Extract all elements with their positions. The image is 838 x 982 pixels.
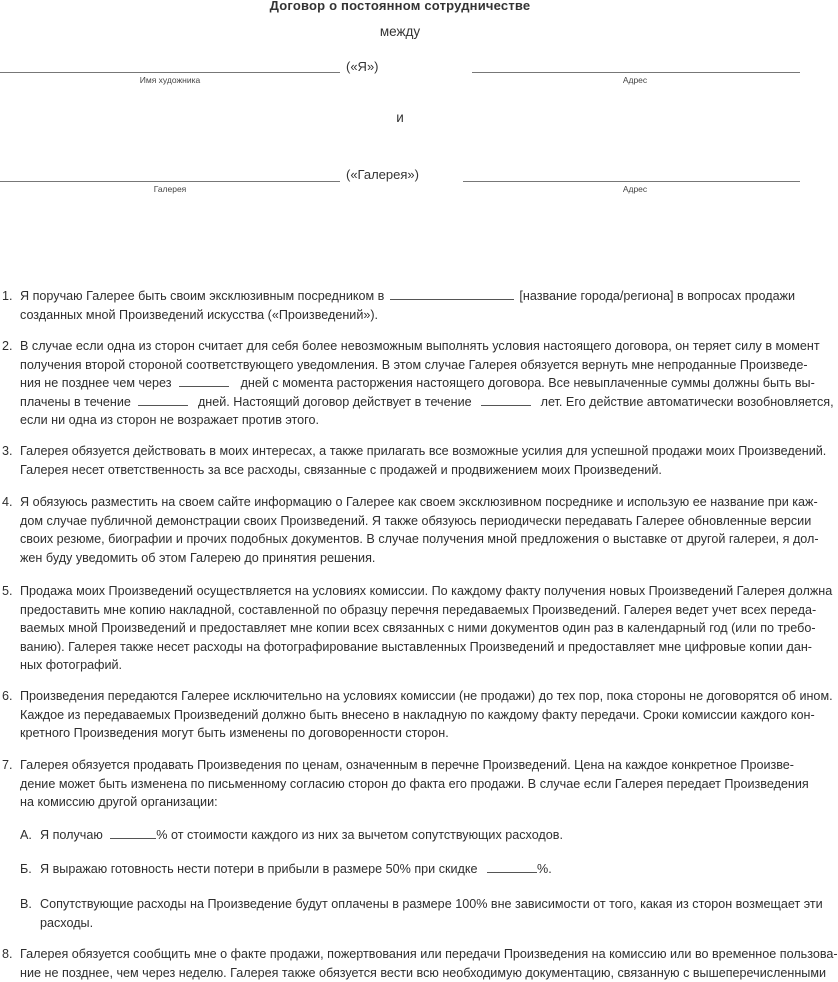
- percent-share-blank: [110, 826, 156, 839]
- subitem-b: [40, 860, 800, 879]
- clause-1-text-b: [название города/региона] в вопросах продажи: [519, 289, 796, 303]
- clause-8-number: 8.: [2, 947, 13, 961]
- clause-2-line-4a: плачены в течение: [20, 394, 131, 409]
- clause-2-line-3b: дней с момента расторжения настоящего договора. Все невыплаченные суммы должны быть вы-: [240, 376, 815, 391]
- and-word: и: [396, 110, 404, 125]
- clause-2-line-4b: дней. Настоящий договор действует в течение: [197, 394, 472, 409]
- clause-4-line-4: жен буду уведомить об этом Галерею до принятия решения.: [20, 550, 376, 565]
- clause-2-number: 2.: [2, 339, 13, 353]
- clause-4-line-1: Я обязуюсь разместить на своем сайте информацию о Галерее как своем эксклюзивном посреднике и использую ее название при каж-: [20, 495, 818, 509]
- clause-6-line-2: Каждое из передаваемых Произведений должно быть внесено в накладную по каждому факту передачи. Сроки комиссии каждого кон-: [20, 707, 815, 722]
- clause-8: [20, 945, 838, 982]
- clause-5: [20, 582, 833, 675]
- clause-7-number: 7.: [2, 758, 13, 772]
- clause-4: [20, 493, 819, 567]
- gallery-address-line: [463, 181, 800, 182]
- clause-3: [20, 442, 827, 479]
- document-title: Договор о постоянном сотрудничестве: [269, 0, 531, 13]
- clause-7-line-3: на комиссию другой организации:: [20, 795, 218, 810]
- clause-5-line-4: ванию). Галерея также несет расходы на фотографирование выставленных Произведений и предоставляет мне цифровые копии дан-: [20, 639, 812, 654]
- subitem-b-text-2: %.: [537, 862, 552, 876]
- subitem-a-number: А.: [20, 828, 32, 842]
- gallery-address-caption: Адрес: [622, 184, 648, 194]
- discount-blank: [487, 860, 537, 873]
- clause-1: [20, 287, 810, 324]
- clause-5-number: 5.: [2, 584, 13, 598]
- clause-1-number: 1.: [2, 289, 13, 303]
- subitem-b-number: Б.: [20, 862, 32, 876]
- clause-6-number: 6.: [2, 689, 13, 703]
- gallery-name-caption: Галерея: [153, 184, 187, 194]
- clause-2-line-2: получения второй стороной соответствующего уведомления. В этом случае Галерея обязуется вернуть мне непроданные Произведе-: [20, 357, 808, 372]
- clause-3-line-2: Галерея несет ответственность за все расходы, связанные с продажей и продвижением моих Произведений.: [20, 462, 662, 477]
- clause-5-line-5: ных фотографий.: [20, 658, 123, 673]
- subitem-a-text-2: % от стоимости каждого из них за вычетом сопутствующих расходов.: [156, 828, 563, 842]
- term-years-blank: [481, 393, 531, 406]
- gallery-role-label: («Галерея»): [346, 167, 419, 182]
- subitem-a: [40, 826, 800, 845]
- subitem-v-line-1: Сопутствующие расходы на Произведение будут оплачены в размере 100% вне зависимости от того, какая из сторон возмещает эти: [40, 897, 823, 911]
- subitem-v-number: В.: [20, 897, 32, 911]
- clause-4-number: 4.: [2, 495, 13, 509]
- clause-6-line-1: Произведения передаются Галерее исключительно на условиях комиссии (не продажи) до тех пор, пока стороны не договорятся об ином.: [20, 689, 833, 703]
- between-word: между: [379, 24, 421, 39]
- clause-7-line-1: Галерея обязуется продавать Произведения по ценам, означенным в перечне Произведений. Цена на каждое конкретное Произве-: [20, 758, 795, 772]
- clause-2-line-1: В случае если одна из сторон считает для себя более невозможным выполнять условия настоящего договора, он теряет силу в момент: [20, 339, 820, 353]
- clause-2-line-3a: ния не позднее чем через: [20, 376, 172, 391]
- payment-days-blank: [138, 393, 188, 406]
- clause-5-line-2: предоставить мне копию накладной, составленной по образцу перечня передаваемых Произведений. Галерея ведет учет всех переда-: [20, 602, 817, 617]
- artist-role-label: («Я»): [346, 59, 379, 74]
- subitem-v: [40, 895, 823, 932]
- subitem-a-text-1: Я получаю: [40, 828, 103, 842]
- artist-name-line: [0, 72, 340, 73]
- clause-8-line-1: Галерея обязуется сообщить мне о факте продажи, пожертвования или передачи Произведения на комиссию или во временное пользова-: [20, 947, 838, 961]
- artist-address-caption: Адрес: [622, 75, 648, 85]
- subitem-b-text-1: Я выражаю готовность нести потери в прибыли в размере 50% при скидке: [40, 862, 478, 876]
- clause-1-line-2: созданных мной Произведений искусства («Произведений»).: [20, 307, 379, 322]
- artist-address-line: [472, 72, 800, 73]
- clause-4-line-3: своих резюме, биографии и прочих подобных документов. В случае получения мной предложения о выставке от другой галереи, я дол-: [20, 532, 819, 547]
- clause-7-line-2: дение может быть изменена по письменному согласию сторон до факта его продажи. В случае если Галерея передает Произведения: [20, 776, 809, 791]
- clause-3-line-1: Галерея обязуется действовать в моих интересах, а также прилагать все возможные усилия для успешной продажи моих Произведений.: [20, 444, 827, 458]
- clause-2-line-5: если ни одна из сторон не возражает против этого.: [20, 413, 319, 428]
- clause-8-line-2: ние не позднее, чем через неделю. Галерея также обязуется вести всю необходимую документацию, связанную с вышеперечисленными: [20, 965, 827, 980]
- clause-6-line-3: кретного Произведения могут быть изменены по договоренности сторон.: [20, 726, 449, 741]
- clause-6: [20, 687, 833, 743]
- region-blank: [390, 287, 514, 300]
- clause-1-text-a: Я поручаю Галерее быть своим эксклюзивным посредником в: [20, 289, 385, 303]
- clause-5-line-3: ваемых мной Произведений и предоставляет мне копии всех связанных с ними документов один раз в календарный год (или по требо-: [20, 621, 816, 636]
- clause-2-line-4c: лет. Его действие автоматически возобновляется,: [540, 394, 834, 409]
- clause-3-number: 3.: [2, 444, 13, 458]
- return-days-blank: [179, 374, 229, 387]
- artist-name-caption: Имя художника: [139, 75, 201, 85]
- clause-4-line-2: дом случае публичной демонстрации своих Произведений. Я также обязуюсь периодически передавать Галерее обновленные версии: [20, 513, 812, 528]
- gallery-name-line: [0, 181, 340, 182]
- subitem-v-line-2: расходы.: [40, 915, 94, 930]
- clause-5-line-1: Продажа моих Произведений осуществляется на условиях комиссии. По каждому факту получения новых Произведений Галерея должна: [20, 584, 833, 598]
- clause-7: [20, 756, 810, 812]
- clause-2: [20, 337, 834, 430]
